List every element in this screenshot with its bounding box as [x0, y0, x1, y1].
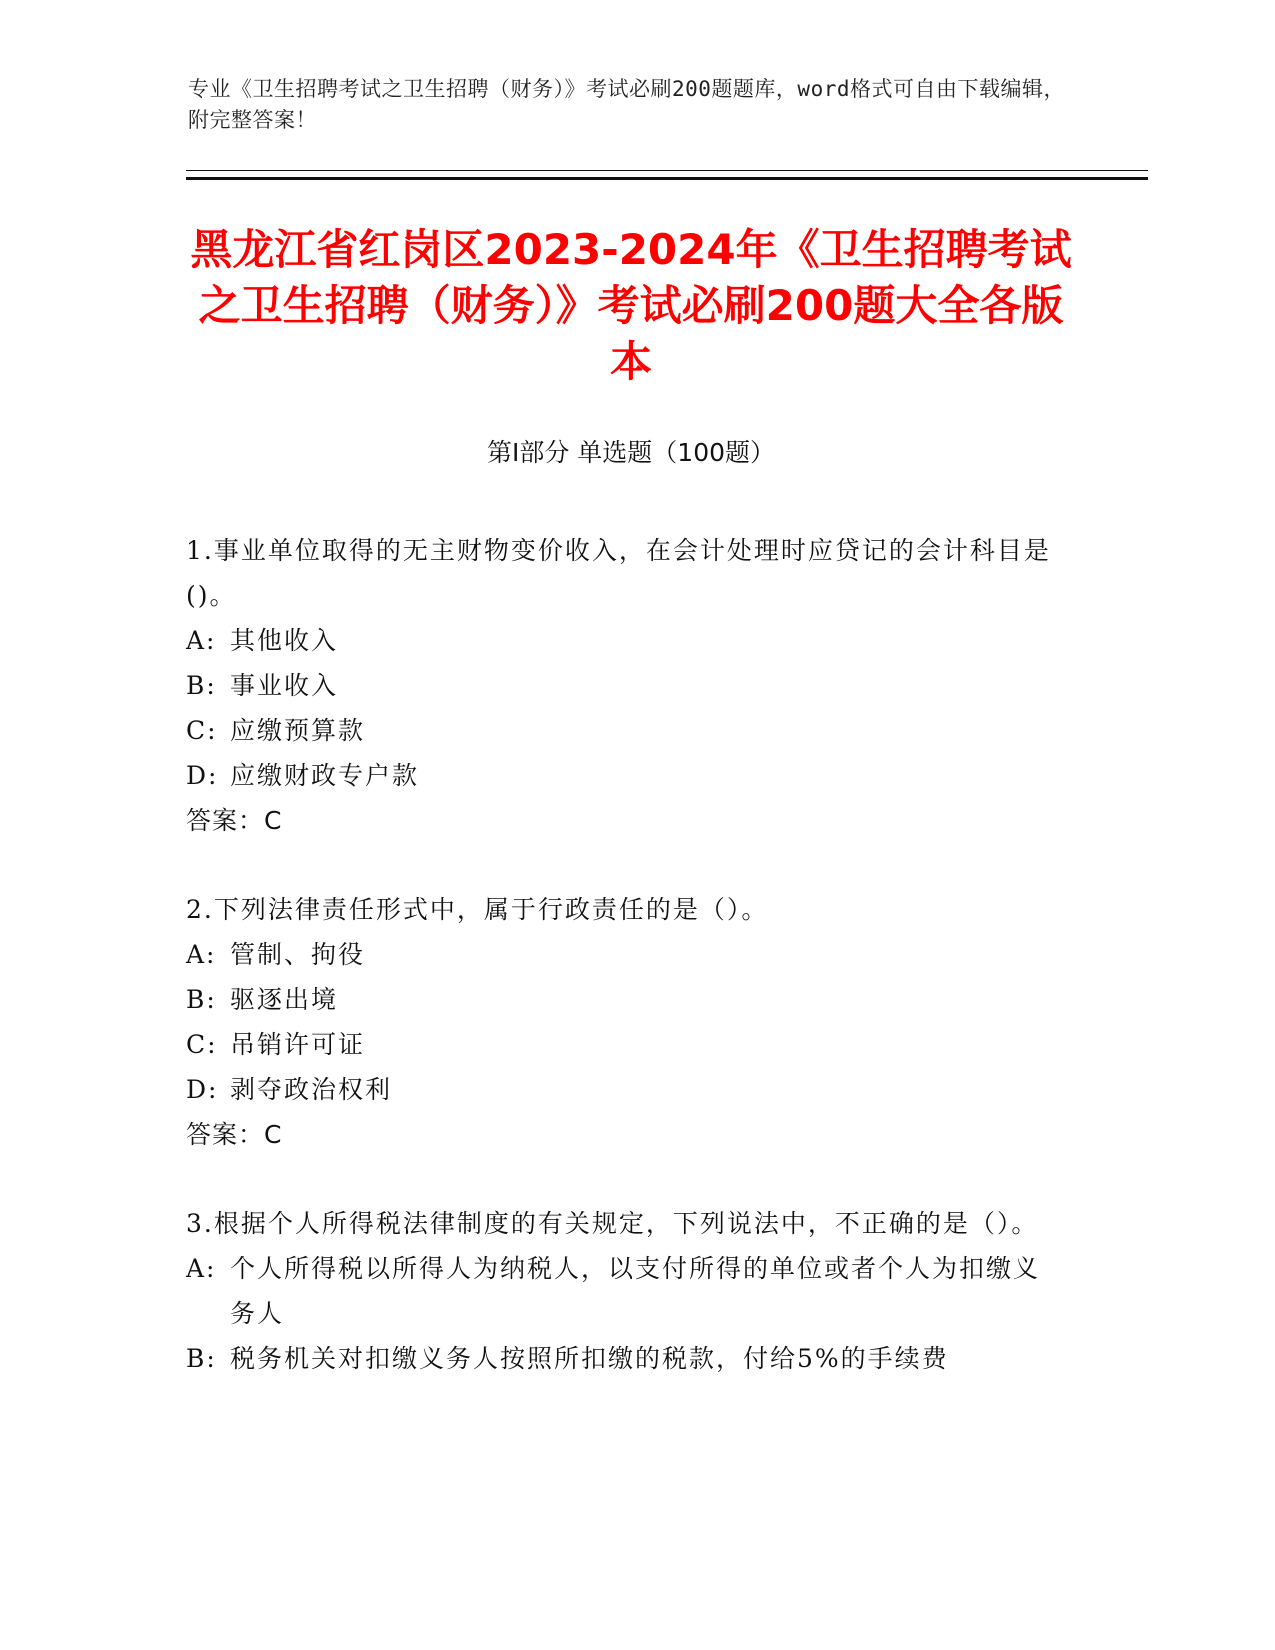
- option-b: [186, 977, 1066, 1022]
- question-1: [186, 528, 1066, 843]
- option-text: 吊销许可证: [230, 1030, 366, 1059]
- option-key: C:: [186, 716, 218, 745]
- option-key: C:: [186, 1030, 218, 1059]
- option-key: A:: [186, 940, 217, 969]
- section-title: 第I部分 单选题（100题）: [486, 438, 776, 467]
- answer: 答案：C: [186, 806, 283, 835]
- option-text: 管制、拘役: [230, 940, 366, 969]
- question-stem: 3.根据个人所得税法律制度的有关规定，下列说法中，不正确的是（）。: [186, 1209, 1039, 1238]
- option-key: D:: [186, 1075, 219, 1104]
- option-d: [186, 1067, 1066, 1112]
- option-b: [186, 663, 1066, 708]
- option-a: [186, 932, 1066, 977]
- option-key: B:: [186, 985, 217, 1014]
- option-text: 应缴财政专户款: [230, 761, 420, 790]
- option-text: 驱逐出境: [230, 985, 339, 1014]
- option-d: [186, 753, 1066, 798]
- answer: 答案：C: [186, 1120, 283, 1149]
- question-2: [186, 887, 1066, 1157]
- option-text: 其他收入: [230, 626, 339, 655]
- option-a: [186, 618, 1066, 663]
- header-divider-thin: [186, 170, 1148, 171]
- question-list: [186, 528, 1066, 1425]
- option-c: [186, 1022, 1066, 1067]
- option-key: B:: [186, 1344, 217, 1373]
- option-a: [186, 1246, 1066, 1336]
- option-text: 应缴预算款: [230, 716, 366, 745]
- document-title: 黑龙江省红岗区2023-2024年《卫生招聘考试之卫生招聘（财务）》考试必刷200题大全各版本: [190, 225, 1072, 386]
- question-3: [186, 1201, 1066, 1381]
- option-key: A:: [186, 626, 217, 655]
- question-stem: 1.事业单位取得的无主财物变价收入，在会计处理时应贷记的会计科目是()。: [186, 536, 1051, 610]
- option-c: [186, 708, 1066, 753]
- option-text: 事业收入: [230, 671, 339, 700]
- option-b: [186, 1336, 1066, 1381]
- option-key: D:: [186, 761, 219, 790]
- option-text: 税务机关对扣缴义务人按照所扣缴的税款，付给5%的手续费: [230, 1344, 949, 1373]
- option-key: B:: [186, 671, 217, 700]
- option-text: 剥夺政治权利: [230, 1075, 393, 1104]
- header-divider-thick: [186, 177, 1148, 180]
- question-stem: 2.下列法律责任形式中，属于行政责任的是（）。: [186, 895, 769, 924]
- option-text: 个人所得税以所得人为纳税人，以支付所得的单位或者个人为扣缴义务人: [230, 1254, 1041, 1328]
- header-note: 专业《卫生招聘考试之卫生招聘（财务）》考试必刷200题题库，word格式可自由下载编辑，附完整答案！: [188, 77, 1065, 132]
- option-key: A:: [186, 1254, 217, 1283]
